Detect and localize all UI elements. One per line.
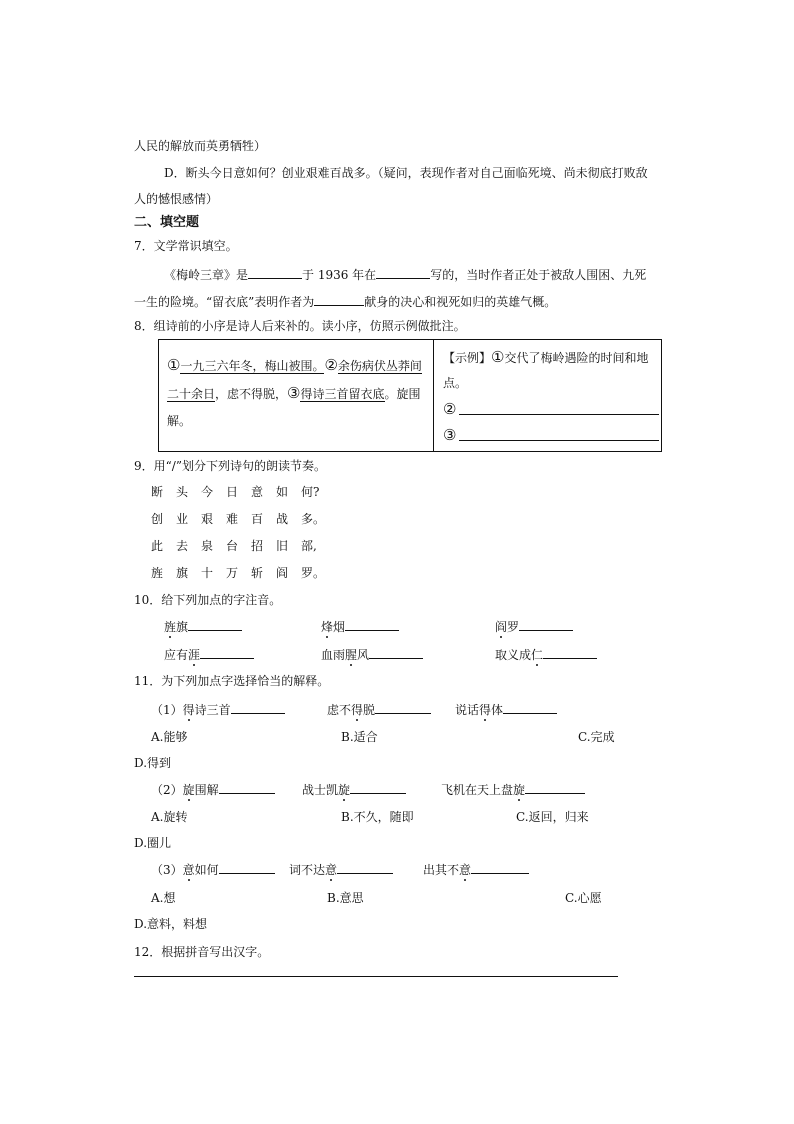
dotted-char: 仁: [531, 648, 544, 662]
option-b: B.适合: [341, 730, 378, 744]
pinyin-item: [321, 617, 399, 636]
poem-char: 十: [201, 566, 214, 580]
option-c: C.返回，归来: [516, 810, 589, 824]
dotted-char: 意: [182, 863, 195, 877]
q6-c-tail: 人民的解放而英勇牺牲）: [134, 139, 267, 153]
annotation-2-num: ②: [443, 400, 457, 418]
preface-line1: [167, 356, 422, 375]
answer-blank[interactable]: [376, 265, 430, 279]
poem-line: [151, 537, 326, 555]
pinyin-item: [495, 645, 597, 664]
word-text: 血雨: [321, 648, 346, 662]
q7-text: 于 1936 年在: [302, 268, 377, 282]
underlined-text: 余伤病伏丛莽间: [337, 359, 422, 373]
poem-char: 旧: [276, 539, 289, 553]
poem-char: 业: [176, 512, 189, 526]
preface-text: 。旋围: [384, 387, 421, 401]
group-num: （1）: [151, 703, 183, 717]
annotation-3-num: ③: [443, 426, 457, 444]
poem-char: 旌: [151, 566, 164, 580]
poem-char: 罗。: [301, 566, 326, 580]
poem-char: 万: [226, 566, 239, 580]
underlined-text: 二十余日: [167, 387, 216, 401]
q7-text: 《梅岭三章》是: [164, 268, 249, 282]
poem-line: [151, 510, 326, 528]
bottom-rule: [134, 976, 618, 977]
pinyin-item: [321, 645, 423, 664]
word-text: 罗: [507, 620, 520, 634]
preface-text: ，虑不得脱，: [215, 387, 288, 401]
q8-stem: 8．组诗前的小序是诗人后来补的。读小序，仿照示例做批注。: [134, 319, 466, 333]
word-text: 飞机在天上盘: [441, 783, 514, 797]
dotted-char: 旌: [164, 620, 177, 634]
word-text: 词不达: [289, 863, 326, 877]
word-text: 风: [357, 648, 370, 662]
option-c: C.完成: [578, 730, 615, 744]
poem-char: 创: [151, 512, 164, 526]
example-text: 交代了梅岭遇险的时间和地: [504, 351, 649, 365]
poem-char: 去: [176, 539, 189, 553]
answer-blank[interactable]: [200, 645, 254, 659]
word-text: 烟: [333, 620, 346, 634]
example-tag: 【示例】: [443, 351, 492, 365]
annotation-table: [158, 339, 662, 452]
word-text: 围解: [194, 783, 219, 797]
dotted-char: 烽: [321, 620, 334, 634]
answer-blank[interactable]: [188, 617, 242, 631]
answer-blank[interactable]: [337, 860, 393, 874]
q7-text: 一生的险境。“留衣底”表明作者为: [134, 295, 315, 309]
q11-g2-words: [151, 780, 275, 799]
circle-num: ②: [324, 356, 338, 374]
option-a: A.旋转: [151, 810, 188, 824]
poem-char: 艰: [201, 512, 214, 526]
section-title: 二、填空题: [134, 215, 200, 230]
poem-char: 泉: [201, 539, 214, 553]
q9-stem: 9．用“/”划分下列诗句的朗读节奏。: [134, 459, 326, 473]
preface-line2: [167, 384, 421, 403]
word-text: 脱: [363, 703, 376, 717]
q11-g3-words: [151, 860, 275, 879]
option-c: C.心愿: [565, 891, 602, 905]
poem-char: 多。: [301, 512, 326, 526]
answer-blank[interactable]: [350, 780, 406, 794]
answer-blank[interactable]: [471, 860, 529, 874]
q7-text: 献身的决心和视死如归的英雄气概。: [364, 295, 557, 309]
dotted-char: 旋: [182, 783, 195, 797]
option-d: D.圈儿: [134, 836, 172, 850]
poem-char: 战: [276, 512, 289, 526]
poem-char: 如: [276, 485, 289, 499]
annotation-2-line[interactable]: [459, 414, 659, 415]
dotted-char: 阎: [495, 620, 508, 634]
q11-g3-word3: [423, 860, 529, 879]
q12-stem: 12．根据拼音写出汉字。: [134, 945, 270, 959]
word-text: 旗: [176, 620, 189, 634]
poem-char: 难: [226, 512, 239, 526]
word-text: 诗三首: [194, 703, 231, 717]
q11-g2-word2: [302, 780, 406, 799]
circle-num: ①: [167, 356, 181, 374]
group-num: （3）: [151, 863, 183, 877]
dotted-char: 得: [182, 703, 195, 717]
q7-line2: [134, 292, 556, 311]
dotted-char: 得: [351, 703, 364, 717]
dotted-char: 腥: [345, 648, 358, 662]
option-d: D.意料，料想: [134, 917, 208, 931]
poem-char: 何?: [301, 485, 320, 499]
answer-blank[interactable]: [219, 860, 275, 874]
underlined-text: 一九三六年冬，梅山被围。: [180, 359, 325, 373]
circle-num: ③: [287, 384, 301, 402]
q11-g3-word2: [289, 860, 393, 879]
q11-g2-word3: [441, 780, 585, 799]
answer-blank[interactable]: [375, 700, 431, 714]
answer-blank[interactable]: [525, 780, 585, 794]
poem-char: 台: [226, 539, 239, 553]
poem-char: 百: [251, 512, 264, 526]
word-text: 出其不: [423, 863, 460, 877]
q7-line1: [164, 265, 646, 284]
poem-char: 头: [176, 485, 189, 499]
poem-line: [151, 483, 326, 501]
word-text: 应有: [164, 648, 189, 662]
answer-blank[interactable]: [503, 700, 557, 714]
q11-g1-word3: [455, 700, 557, 719]
q7-stem: 7．文学常识填空。: [134, 239, 238, 253]
q6-d-line1: D．断头今日意如何？创业艰难百战多。（疑问，表现作者对自己面临死境、尚未彻底打败敌: [164, 166, 648, 180]
pinyin-item: [495, 617, 573, 636]
poem-char: 斩: [251, 566, 264, 580]
word-text: 体: [491, 703, 504, 717]
poem-char: 旗: [176, 566, 189, 580]
poem-char: 日: [226, 485, 239, 499]
poem-char: 阎: [276, 566, 289, 580]
poem-char: 意: [251, 485, 264, 499]
dotted-char: 涯: [188, 648, 201, 662]
q11-g1-word2: [327, 700, 431, 719]
answer-blank[interactable]: [248, 265, 302, 279]
poem-char: 今: [201, 485, 214, 499]
q10-stem: 10．给下列加点的字注音。: [134, 593, 282, 607]
annotation-3-line[interactable]: [459, 440, 659, 441]
dotted-char: 旋: [338, 783, 351, 797]
word-text: 说话: [455, 703, 480, 717]
option-a: A.想: [151, 891, 176, 905]
option-a: A.能够: [151, 730, 188, 744]
answer-blank[interactable]: [543, 645, 597, 659]
q6-d-line2: 人的憾恨感情）: [134, 192, 219, 206]
poem-char: 断: [151, 485, 164, 499]
word-text: 虑不: [327, 703, 352, 717]
poem-char: 部,: [301, 539, 317, 553]
answer-blank[interactable]: [314, 292, 364, 306]
word-text: 取义成: [495, 648, 532, 662]
poem-line: [151, 564, 326, 582]
dotted-char: 得: [479, 703, 492, 717]
q11-stem: 11．为下列加点字选择恰当的解释。: [134, 674, 330, 688]
poem-char: 招: [251, 539, 264, 553]
q7-text: 写的，当时作者正处于被敌人围困、九死: [430, 268, 647, 282]
underlined-text: 得诗三首留衣底: [300, 387, 385, 401]
answer-blank[interactable]: [369, 645, 423, 659]
answer-blank[interactable]: [219, 780, 275, 794]
word-text: 如何: [194, 863, 219, 877]
dotted-char: 意: [459, 863, 472, 877]
option-d: D.得到: [134, 756, 172, 770]
answer-blank[interactable]: [345, 617, 399, 631]
option-b: B.意思: [327, 891, 364, 905]
preface-line3: 解。: [167, 414, 192, 428]
poem-char: 此: [151, 539, 164, 553]
example-line1: [443, 348, 648, 367]
dotted-char: 意: [325, 863, 338, 877]
answer-blank[interactable]: [231, 700, 285, 714]
pinyin-item: [164, 645, 254, 664]
answer-blank[interactable]: [519, 617, 573, 631]
circle-num: ①: [491, 348, 505, 366]
dotted-char: 旋: [513, 783, 526, 797]
option-b: B.不久，随即: [341, 810, 414, 824]
pinyin-item: [164, 617, 242, 636]
example-line2: 点。: [443, 376, 468, 390]
table-divider: [433, 340, 434, 451]
q11-g1-words: [151, 700, 285, 719]
group-num: （2）: [151, 783, 183, 797]
word-text: 战士凯: [302, 783, 339, 797]
